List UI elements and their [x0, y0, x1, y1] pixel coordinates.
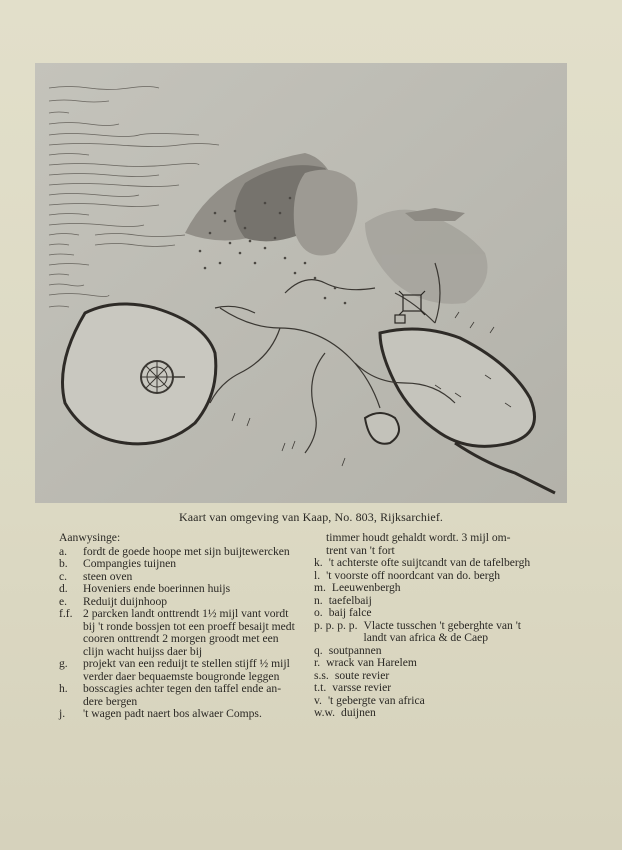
- legend-text: duijnen: [341, 706, 376, 719]
- legend-text: Leeuwenbergh: [331, 581, 401, 594]
- legend-text: soute revier: [334, 668, 390, 682]
- legend-text: soutpannen: [328, 643, 382, 657]
- legend-key: r.: [314, 656, 321, 669]
- legend-continuation: timmer houdt gehaldt wordt. 3 mijl om-: [326, 531, 511, 544]
- legend-text: Hoveniers ende boerinnen huijs: [83, 582, 231, 595]
- legend-key: n.: [314, 593, 323, 607]
- map-drawing: [35, 63, 567, 503]
- legend-key: o.: [314, 606, 323, 619]
- legend-entry: [314, 607, 559, 620]
- legend-key: f.f.: [59, 607, 73, 620]
- map-caption: Kaart van omgeving van Kaap, No. 803, Rijksarchief.: [178, 510, 444, 524]
- legend-text: 't wagen padt naert bos alwaer Comps.: [83, 707, 262, 720]
- legend-key: w.w.: [314, 706, 336, 719]
- historical-map-image: [35, 63, 567, 503]
- legend-key: q.: [314, 643, 323, 657]
- legend-key: t.t.: [314, 681, 327, 694]
- legend-heading: Aanwysinge:: [59, 531, 121, 544]
- legend-key: p. p. p. p.: [314, 618, 358, 632]
- legend-text: 't achterste ofte suijtcandt van de tafelbergh: [328, 556, 531, 569]
- legend-text: bosscagies achter tegen den taffel ende an- dere bergen: [83, 682, 282, 708]
- legend-text: projekt van een reduijt te stellen stijff ½ mijl verder daer bequaemste bougronde leggen: [83, 657, 290, 683]
- legend-text: 2 parcken landt onttrendt 1½ mijl vant vordt bij 't ronde bossjen tot een proeff besaijt medt cooren onttrendt 2 morgen groodt met een clijn wacht huijss daer bij: [83, 607, 295, 658]
- legend-key: d.: [59, 582, 68, 595]
- legend-key: m.: [314, 581, 326, 594]
- legend-text: Vlacte tusschen 't geberghte van 't landt van africa & de Caep: [363, 618, 522, 644]
- legend-key: e.: [59, 594, 68, 608]
- legend-key: s.s.: [314, 668, 329, 682]
- legend-entry: [314, 620, 559, 645]
- legend-left-column: [59, 532, 314, 721]
- legend-entry: [59, 658, 314, 683]
- legend-entry: [59, 708, 314, 721]
- legend-text: steen oven: [83, 569, 133, 583]
- legend-key: g.: [59, 657, 68, 670]
- legend-text: varsse revier: [332, 681, 392, 694]
- legend-text: taefelbaij: [328, 593, 372, 607]
- legend-text: wrack van Harelem: [326, 656, 417, 669]
- legend-entry: [59, 683, 314, 708]
- legend-text: Compangies tuijnen: [83, 557, 177, 570]
- legend-right-column: [314, 532, 559, 720]
- legend-key: l.: [314, 568, 321, 582]
- legend-key: h.: [59, 682, 68, 695]
- legend-key: j.: [59, 707, 66, 720]
- legend-key: a.: [59, 544, 68, 558]
- legend-text: fordt de goede hoope met sijn buijtewercken: [83, 544, 290, 558]
- legend-continuation: trent van 't fort: [326, 543, 395, 557]
- legend-key: k.: [314, 556, 323, 569]
- legend-key: c.: [59, 569, 68, 583]
- legend-text: 't voorste off noordcant van do. bergh: [326, 568, 501, 582]
- legend-text: Reduijt duijnhoop: [83, 594, 168, 608]
- legend-entry: [59, 608, 314, 658]
- legend-text: baij falce: [328, 606, 372, 619]
- legend-key: b.: [59, 557, 68, 570]
- legend-key: v.: [314, 693, 322, 707]
- legend-text: 't gebergte van africa: [327, 693, 425, 707]
- legend-entry: [314, 707, 559, 720]
- left-peninsula: [63, 304, 216, 444]
